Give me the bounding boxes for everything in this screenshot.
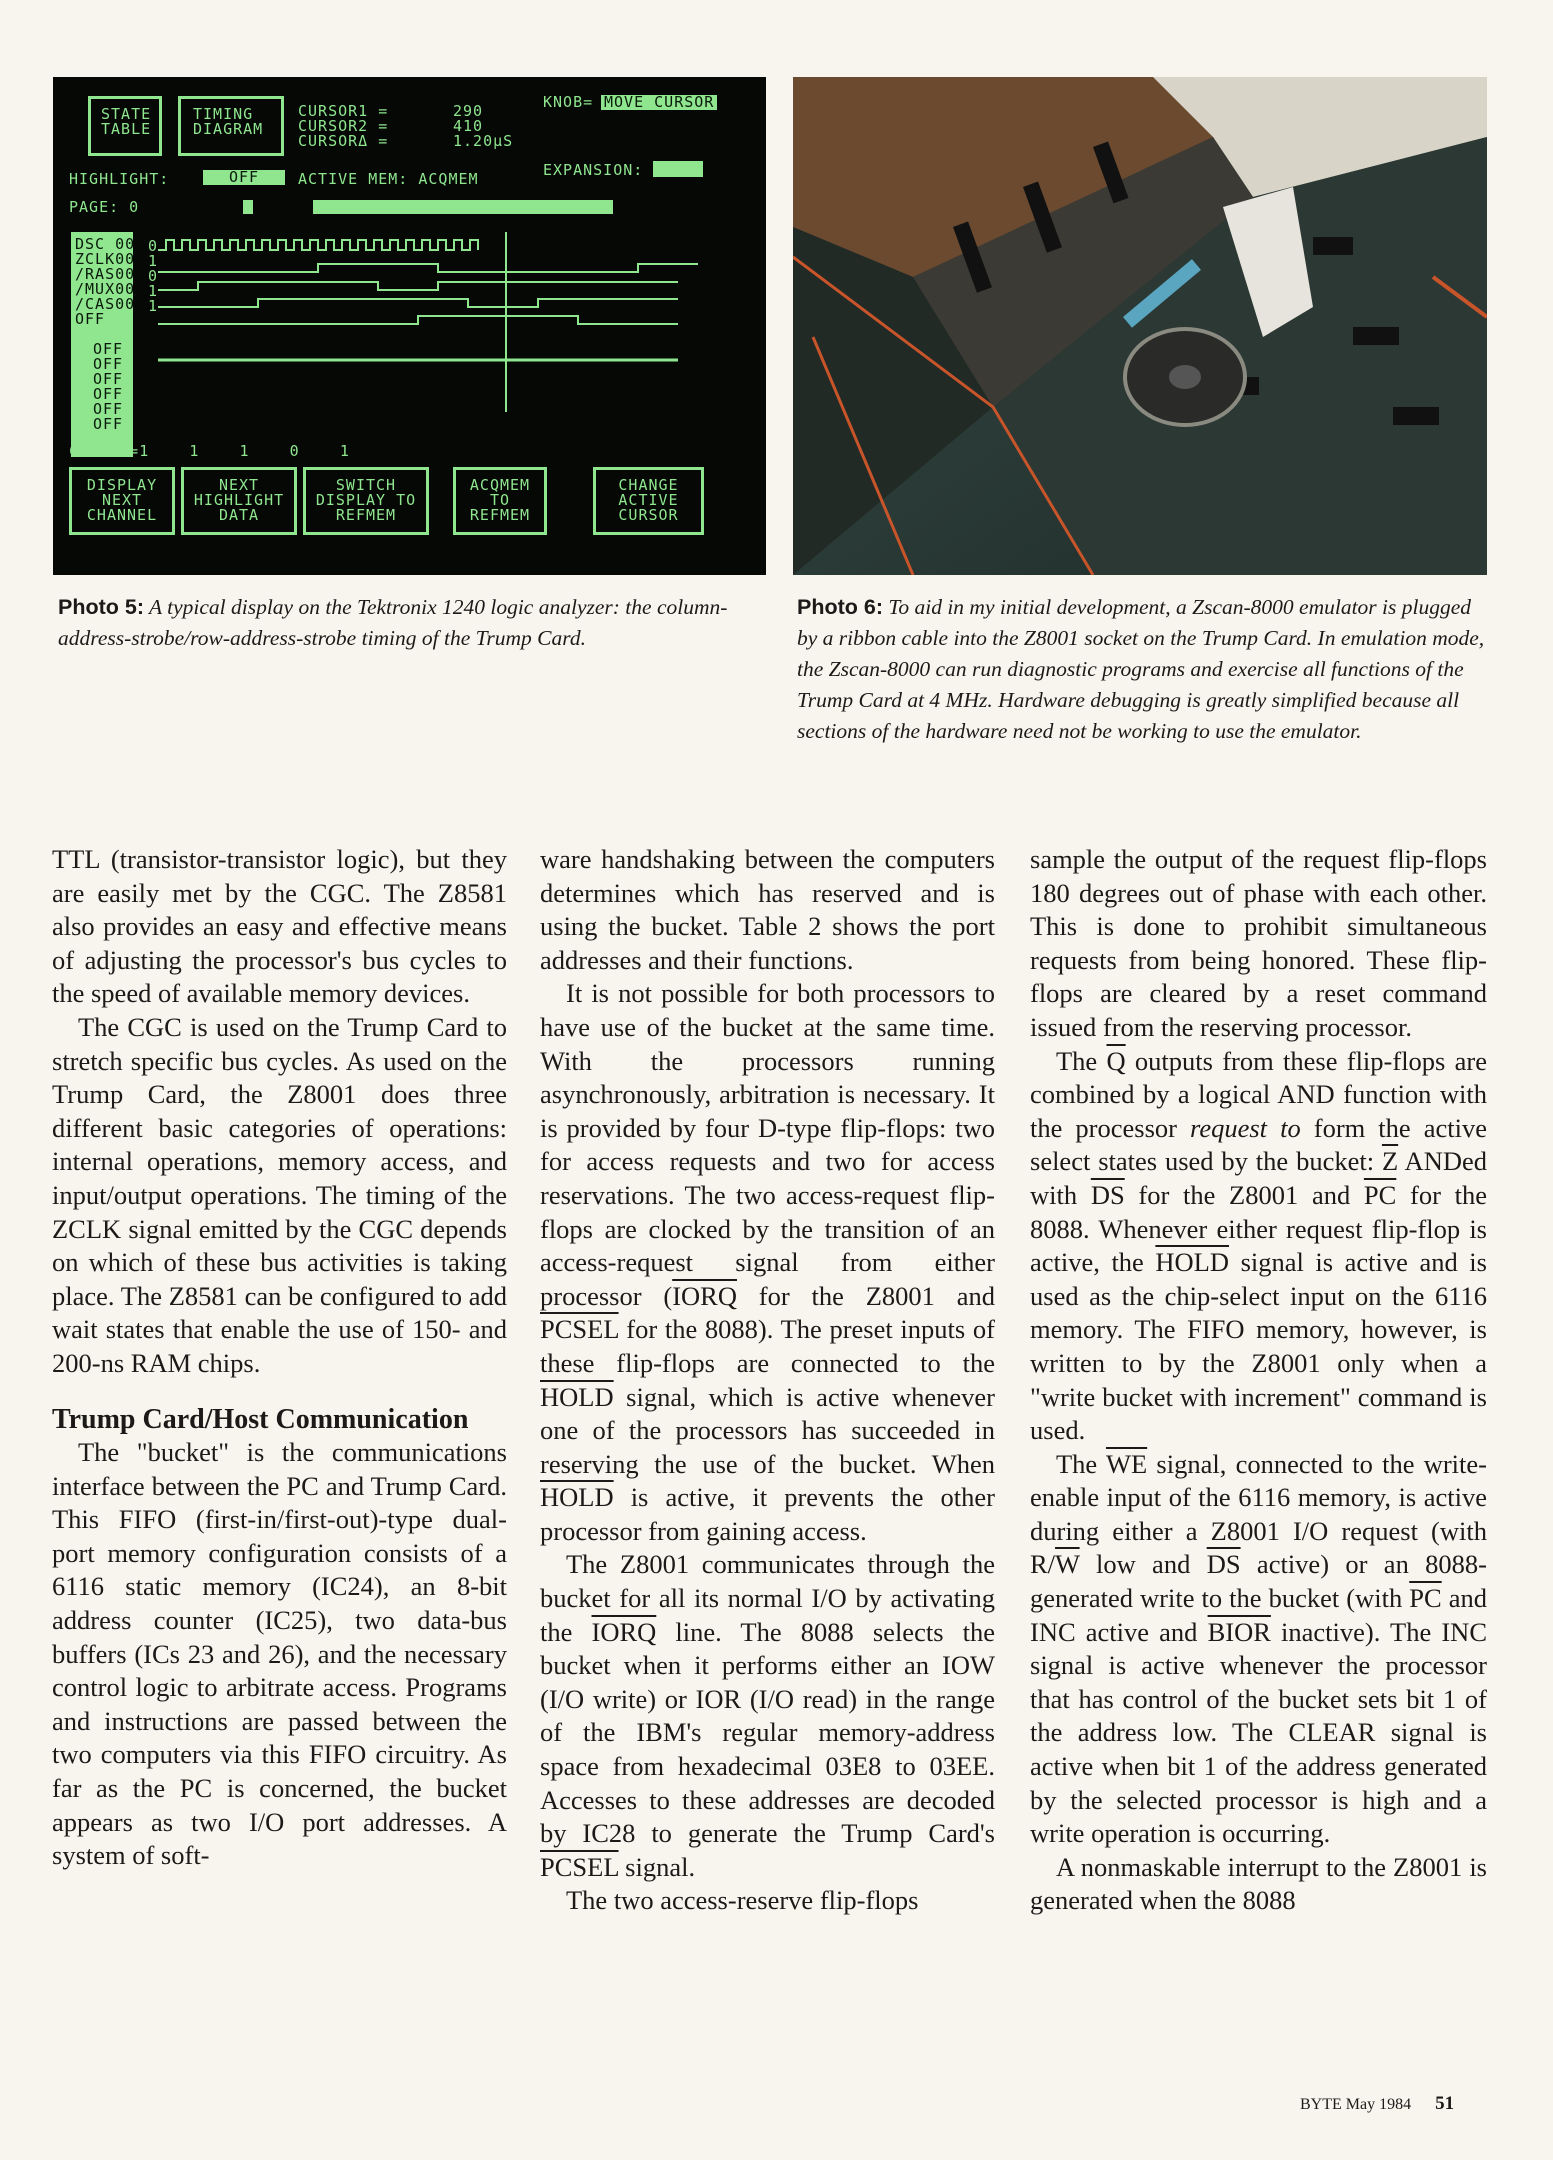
menu-label: NEXT HIGHLIGHT DATA: [193, 476, 285, 524]
text: The Z8001 communicates through the bucket for all its normal I/O by activating the: [540, 1549, 995, 1647]
paragraph: [540, 1548, 995, 1884]
timing-diagram-box: [178, 96, 284, 156]
photo5-caption-label: Photo 5:: [58, 595, 144, 619]
text: ANDed with: [1030, 1146, 1487, 1210]
column-2: [540, 843, 995, 1918]
column-1: [52, 843, 507, 1873]
text: and INC active and: [1030, 1583, 1487, 1647]
signal-w: $\overline{W}$: [1055, 1549, 1080, 1580]
page-label: PAGE: 0: [69, 198, 140, 216]
expansion-label: EXPANSION:: [543, 161, 644, 179]
text: for the 8088). The preset inputs of these flip-flops are connected to the: [540, 1314, 995, 1378]
off-list: OFF OFF OFF OFF OFF OFF: [93, 340, 124, 433]
channel-values: 0 1 0 1 1: [148, 237, 159, 315]
signal-we: $\overline{WE}$: [1105, 1448, 1148, 1479]
signal-pcsel: PCSEL: [540, 1314, 619, 1345]
page-bar-gap: [253, 200, 313, 214]
signal-q: $\overline{Q}$: [1106, 1045, 1126, 1076]
photo6-caption-label: Photo 6:: [797, 595, 883, 619]
state-table-label: STATE TABLE: [101, 105, 152, 138]
paragraph: [1030, 1045, 1487, 1448]
menu-change-active-cursor: [593, 467, 704, 535]
photo-circuit-board: [793, 77, 1487, 575]
paragraph: [1030, 1448, 1487, 1851]
text: active) or an 8088-generated write to the bucket (with: [1030, 1549, 1488, 1614]
signal-hold: HOLD: [1155, 1247, 1229, 1278]
expansion-value: [653, 161, 703, 177]
signal-ds: $\overline{DS}$: [1206, 1549, 1241, 1580]
highlight-value: OFF: [203, 170, 285, 185]
photo5-caption: [58, 592, 758, 654]
signal-iorq: IORQ: [672, 1280, 737, 1311]
menu-switch-display: [303, 467, 429, 535]
signal-z: $\overline{Z}$: [1381, 1146, 1399, 1177]
paragraph: TTL (transistor-transistor logic), but they are easily met by the CGC. The Z8581 also provides an easy and effective means of adjusting the processor's bus cycles to the speed of available memory devices.: [52, 844, 507, 1009]
text: The: [1056, 1045, 1107, 1076]
section-heading: Trump Card/Host Communication: [52, 1403, 469, 1435]
menu-display-next-channel: [69, 467, 175, 535]
text: signal is active and is used as the chip-select input on the 6116 memory. The FIFO memory, however, is written to by the Z8001 only when a "write bucket with increment" command is used.: [1030, 1247, 1487, 1446]
highlight-label: HIGHLIGHT:: [69, 170, 170, 188]
cursor-values: 290 410 1.20µS: [453, 102, 514, 150]
paragraph: ware handshaking between the computers determines which has reserved and is using the bucket. Table 2 shows the port addresses and their functions.: [540, 844, 995, 975]
paragraph: [540, 977, 995, 1548]
state-table-box: [88, 96, 162, 156]
text: is active, it prevents the other processor from gaining access.: [540, 1482, 995, 1546]
photo6-caption-text: To aid in my initial development, a Zscan-8000 emulator is plugged by a ribbon cable into the Z8001 socket on the Trump Card. In emulation mode, the Zscan-8000 can run diagnostic programs and exercise all functions of the Trump Card at 4 MHz. Hardware debugging is greatly simplified because all sections of the hardware need not be working to use the emulator.: [797, 595, 1485, 743]
text: form the active select states used by the bucket:: [1030, 1112, 1487, 1177]
photo-logic-analyzer: [53, 77, 766, 575]
signal-iorq: IORQ: [591, 1616, 657, 1647]
menu-next-highlight-data: [181, 467, 297, 535]
page-number: 51: [1435, 2093, 1455, 2114]
text: signal, which is active whenever one of the processors has succeeded in reserving the use of the bucket. When: [540, 1381, 995, 1479]
text: outputs from these flip-flops are combined by a logical AND function with the processor: [1030, 1045, 1487, 1143]
column-3: [1030, 843, 1487, 1918]
menu-label: SWITCH DISPLAY TO REFMEM: [315, 476, 417, 524]
menu-label: ACQMEM TO REFMEM: [469, 476, 531, 524]
menu-label: DISPLAY NEXT CHANNEL: [86, 476, 158, 524]
paragraph: The CGC is used on the Trump Card to stretch specific bus cycles. As used on the Trump Card, the Z8001 does three different basic categories of operations: internal operations, memory access, and input/output operations. The timing of the ZCLK signal emitted by the CGC depends on which of these bus activities is taking place. The Z8581 can be configured to add wait states that enable the use of 150- and 200-ns RAM chips.: [52, 1011, 507, 1378]
circuit-board-image: [793, 77, 1487, 575]
cursor-labels: CURSOR1 = CURSOR2 = CURSORΔ =: [298, 102, 389, 150]
knob-value: MOVE CURSOR: [601, 95, 717, 110]
paragraph: The two access-reserve flip-flops: [566, 1885, 919, 1916]
paragraph: The "bucket" is the communications interface between the PC and Trump Card. This FIFO (first-in/first-out)-type dual-port memory configuration consists of a 6116 static memory (IC24), an 8-bit address counter (IC25), two data-bus buffers (ICs 23 and 26), and the necessary control logic to arbitrate access. Programs and instructions are passed between the two computers via this FIFO circuitry. As far as the PC is concerned, the bucket appears as two I/O port addresses. A system of soft-: [52, 1437, 507, 1871]
active-mem-label: ACTIVE MEM: ACQMEM: [298, 170, 479, 188]
text: signal, connected to the write-enable input of the 6116 memory, is active during either a Z8001 I/O request (with R/: [1030, 1448, 1487, 1580]
text: It is not possible for both processors to have use of the bucket at the same time. With the processors running asynchronously, arbitration is necessary. It is provided by four D-type flip-flops: two for access requests and two for access reservations. The two access-request flip-flops are clocked by the transition of an access-request signal from either processor (: [540, 978, 995, 1311]
signal-pc: $\overline{PC}$: [1363, 1179, 1397, 1210]
signal-pcsel: PCSEL: [540, 1851, 619, 1882]
paragraph: A nonmaskable interrupt to the Z8001 is generated when the 8088: [1030, 1851, 1487, 1916]
magazine-issue: BYTE May 1984: [1300, 2096, 1412, 2113]
text: for the Z8001 and: [1124, 1179, 1364, 1210]
timing-waveforms: [158, 232, 758, 417]
signal-hold: HOLD: [540, 1381, 614, 1412]
photo6-caption: [797, 592, 1487, 747]
signal-bior: BIOR: [1207, 1616, 1271, 1647]
channel-names: DSC 00 ZCLK00 /RAS00 /MUX00 /CAS00 OFF: [75, 235, 136, 328]
text: signal.: [618, 1851, 696, 1882]
signal-ds: $\overline{DS}$: [1090, 1179, 1125, 1210]
signal-pc: $\overline{PC}$: [1409, 1583, 1442, 1614]
text: for the Z8001 and: [736, 1280, 995, 1311]
text: low and: [1079, 1549, 1207, 1580]
menu-acqmem-to-refmem: [453, 467, 547, 535]
text-italic: request to: [1190, 1112, 1301, 1143]
paragraph: sample the output of the request flip-flops 180 degrees out of phase with each other. This is done to prohibit simultaneous requests from being honored. These flip-flops are cleared by a reset command issued from the reserving processor.: [1030, 844, 1487, 1042]
signal-hold: HOLD: [540, 1482, 614, 1513]
page-footer: [1300, 2093, 1454, 2115]
timing-diagram-label: TIMING DIAGRAM: [193, 105, 264, 138]
text: for the 8088. Whenever either request flip-flop is active, the: [1030, 1179, 1487, 1278]
photo5-caption-text: A typical display on the Tektronix 1240 logic analyzer: the column-address-strobe/row-address-strobe timing of the Trump Card.: [58, 595, 728, 650]
knob-label: KNOB=: [543, 93, 594, 111]
text: inactive). The INC signal is active whenever the processor that has control of the bucket sets bit 1 of the address low. The CLEAR signal is active when bit 1 of the address generated by the selected processor is high and a write operation is occurring.: [1030, 1616, 1487, 1849]
text: line. The 8088 selects the bucket when it performs either an IOW (I/O write) or IOR (I/O read) in the range of the IBM's regular memory-address space from hexadecimal 03E8 to 03EE. Accesses to these addresses are decoded by IC28 to generate the Trump Card's: [540, 1616, 995, 1849]
cursor-row: CURSOR=1 1 1 0 1: [69, 442, 350, 460]
text: The: [1056, 1448, 1106, 1479]
menu-label: CHANGE ACTIVE CURSOR: [618, 476, 679, 524]
